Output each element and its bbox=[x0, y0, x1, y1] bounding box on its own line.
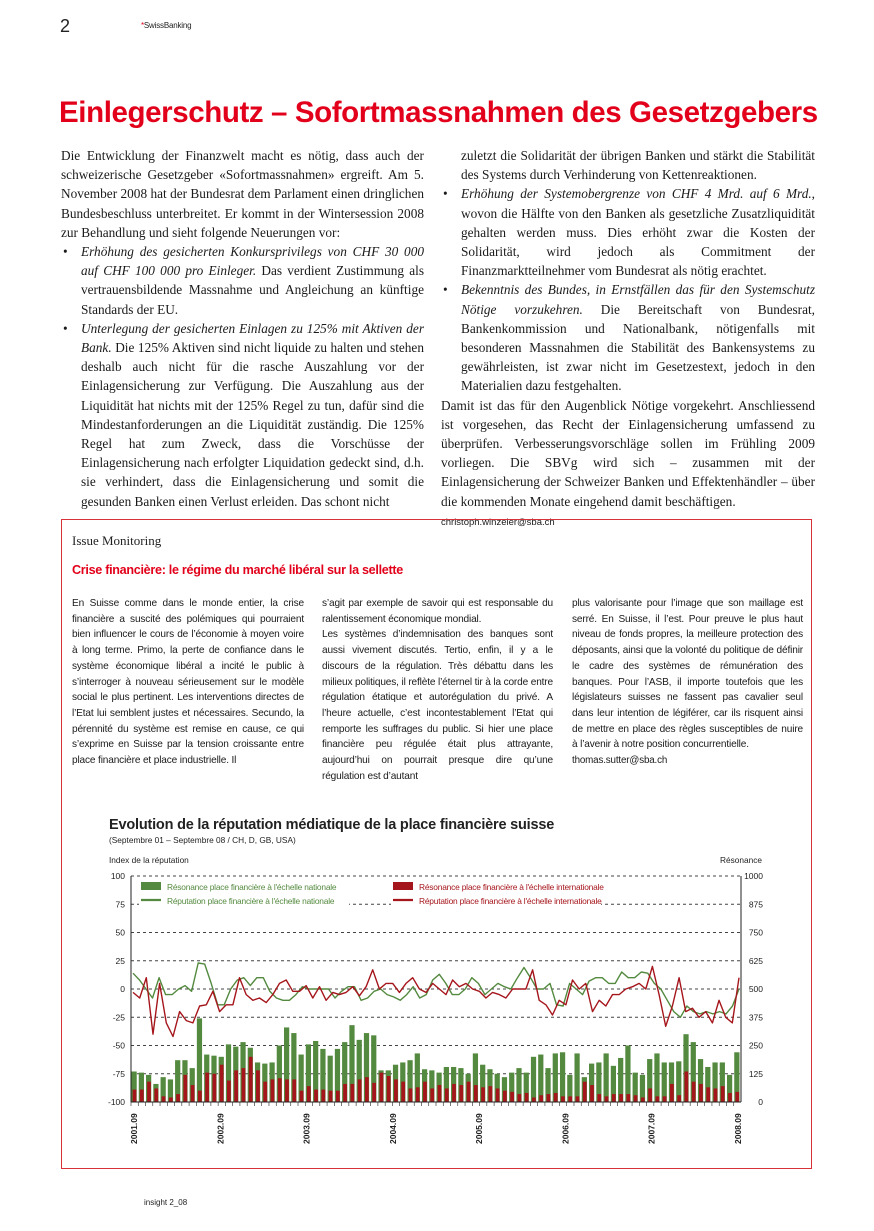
bar-international bbox=[699, 1084, 703, 1102]
bar-international bbox=[626, 1094, 630, 1102]
bar-international bbox=[503, 1091, 507, 1102]
bar-international bbox=[358, 1079, 362, 1102]
bar-national bbox=[560, 1052, 565, 1102]
bar-international bbox=[430, 1088, 434, 1102]
bar-international bbox=[307, 1086, 311, 1102]
bar-international bbox=[365, 1077, 369, 1102]
bar-international bbox=[278, 1078, 282, 1102]
y-tick-label: 50 bbox=[115, 927, 125, 938]
line-reputation-national bbox=[133, 963, 739, 1017]
bar-international bbox=[474, 1085, 478, 1102]
bar-international bbox=[169, 1097, 173, 1102]
bar-international bbox=[220, 1065, 224, 1102]
bar-international bbox=[350, 1084, 354, 1102]
bar-international bbox=[401, 1082, 405, 1102]
bar-international bbox=[133, 1090, 137, 1102]
y-tick-label: 0 bbox=[120, 984, 125, 994]
bar-international bbox=[329, 1091, 333, 1102]
bar-international bbox=[147, 1082, 151, 1102]
bar-international bbox=[561, 1096, 565, 1102]
x-tick-label: 2006.09 bbox=[560, 1113, 571, 1144]
bar-international bbox=[641, 1097, 645, 1102]
bar-international bbox=[423, 1082, 427, 1102]
bar-international bbox=[467, 1082, 471, 1102]
list-item-text: , wovon die Hälfte von den Banken als gesetzliche Zusatzliquidität gehalten werden muss. Dies erhöht zwar die Kosten der Solidarität, wird jedoch als Commitment der Finanzmarktteilnehmer vom Bundesrat als nötig erachtet. bbox=[461, 186, 815, 279]
y2-tick-label: 250 bbox=[748, 1040, 763, 1051]
legend-label: Réputation place financière à l'échelle nationale bbox=[167, 896, 335, 906]
bar-international bbox=[481, 1087, 485, 1102]
y2-tick-label: 625 bbox=[748, 955, 763, 966]
bar-international bbox=[227, 1081, 231, 1102]
y-tick-label: 25 bbox=[115, 955, 125, 966]
bar-international bbox=[452, 1084, 456, 1102]
bar-international bbox=[663, 1096, 667, 1102]
x-tick-label: 2002.09 bbox=[215, 1113, 226, 1144]
bar-international bbox=[605, 1096, 609, 1102]
bar-international bbox=[205, 1073, 209, 1102]
bar-international bbox=[706, 1087, 710, 1102]
y2-tick-label: 750 bbox=[748, 927, 763, 938]
box-kicker: Issue Monitoring bbox=[72, 533, 162, 548]
chart-lines bbox=[133, 963, 739, 1037]
x-tick-label: 2003.09 bbox=[301, 1113, 312, 1144]
bar-international bbox=[242, 1068, 246, 1102]
bar-national bbox=[662, 1062, 667, 1102]
bar-international bbox=[183, 1075, 187, 1102]
bar-international bbox=[321, 1090, 325, 1102]
bar-national bbox=[538, 1055, 543, 1102]
y2-tick-label: 500 bbox=[748, 984, 763, 994]
bar-international bbox=[234, 1070, 238, 1102]
bar-international bbox=[292, 1079, 296, 1102]
chart-bars bbox=[132, 1018, 740, 1102]
bar-international bbox=[154, 1088, 158, 1102]
y2-tick-label: 375 bbox=[748, 1012, 763, 1023]
bar-international bbox=[372, 1083, 376, 1102]
article-intro: Die Entwicklung der Finanzwelt macht es nötig, dass auch der schweizerische Gesetzgeber «Sofortmassnahmen» ergreift. Am 5. November 2008 hat der Bundesrat dem Parlament einen dringlichen Bundesbeschluss unterbreitet. Er kommt in der Wintersession 2008 zur Behandlung und sieht folgende Neuerungen vor: bbox=[61, 148, 424, 240]
bar-international bbox=[285, 1079, 289, 1102]
bar-national bbox=[197, 1018, 202, 1102]
bar-international bbox=[721, 1086, 725, 1102]
bar-international bbox=[576, 1096, 580, 1102]
list-item-text: Das verdient Zustimmung als vertrauensbildende Massnahme und Angleichung an künftige Standards der EU. bbox=[81, 263, 424, 317]
y-tick-label: -75 bbox=[112, 1068, 125, 1079]
bar-international bbox=[191, 1085, 195, 1102]
y2-tick-label: 875 bbox=[748, 899, 763, 910]
bar-international bbox=[459, 1085, 463, 1102]
chart-axes bbox=[108, 871, 763, 1144]
box-paragraph: En Suisse comme dans le monde entier, la crise financière a suscité des polémiques qui pourraient bien influencer le cours de l’économie à moyen voire à long terme. Primo, la perte de confiance dans le système économique libéral a incité le public à s’interroger à nouveau sérieusement sur le modèle social le plus pertinent. Les interventions directes de l’Etat lui semblent justes et nécessaires. Secundo, la pérennité du système est remise en cause, ce qui s’exprime en Suisse par la tension croissante entre place financière et place industrielle. Il bbox=[72, 598, 304, 767]
y-tick-label: -100 bbox=[107, 1097, 125, 1107]
y-tick-label: -50 bbox=[112, 1040, 125, 1051]
box-paragraph: Les systèmes d’indemnisation des banques sont aussi vivement discutés. Tertio, enfin, il y a le discours de la régulation. Très débattu dans les milieux politiques, il reflète l’éternel tir à la corde entre régulation étatique et autorégulation du privé. A l’heure actuelle, c’est incontestablement l’Etat qui remporte les suffrages du public. Si hier une place financière peu régulée était plus attrayante, aujourd’hui on pourrait presque dire qu’une régulation est d’autant bbox=[322, 629, 553, 782]
y2-tick-label: 0 bbox=[758, 1097, 763, 1107]
bar-international bbox=[445, 1088, 449, 1102]
y-tick-label: 75 bbox=[115, 899, 125, 910]
bar-international bbox=[517, 1094, 521, 1102]
article-headline: Einlegerschutz – Sofortmassnahmen des Gesetzgebers bbox=[59, 96, 818, 129]
bar-international bbox=[547, 1094, 551, 1102]
bar-international bbox=[140, 1090, 144, 1102]
bar-international bbox=[532, 1097, 536, 1102]
list-item-text: Die Bereitschaft von Bundesrat, Bankenkommission und Nationalbank, nötigenfalls mit besonderen Massnahmen die Stabilität des Bankensystems zu gewährleisten, ist zwar nicht im Gesetzestext, jedoch in den Materialien dazu festgehalten. bbox=[461, 301, 815, 394]
page-number: 2 bbox=[60, 16, 71, 36]
y2-tick-label: 125 bbox=[748, 1068, 763, 1079]
list-item-lead: Erhöhung der Systemobergrenze von CHF 4 Mrd. auf 6 Mrd. bbox=[461, 186, 812, 202]
chart-y-axis-label: Index de la réputation bbox=[109, 855, 189, 865]
list-item-lead: Unterlegung der gesicherten Einlagen zu 125% mit Aktiven der Bank. bbox=[81, 320, 424, 356]
bar-national bbox=[654, 1053, 659, 1102]
bar-international bbox=[162, 1096, 166, 1102]
bar-international bbox=[198, 1091, 202, 1102]
bar-international bbox=[670, 1084, 674, 1102]
bar-international bbox=[387, 1076, 391, 1102]
legend-swatch bbox=[141, 882, 161, 890]
box-paragraph: plus valorisante pour l’image que son maillage est serré. En Suisse, il l’est. Pour preuve le plus haut niveau de fonds propres, la meilleure protection des déposants, ainsi que la volonté du politique de définir le cadre des systèmes de rémunération des banques. Pour l’ASB, il importe toutefois que les législateurs suisses ne fassent pas cavalier seul dans leur intention de légiférer, car ils risquent ainsi de mettre en place des règles susceptibles de nuire à l’avenir à notre position concurrentielle. bbox=[572, 598, 803, 751]
x-tick-label: 2008.09 bbox=[733, 1113, 743, 1144]
bar-international bbox=[314, 1090, 318, 1102]
bar-international bbox=[300, 1091, 304, 1102]
chart-subtitle: (Septembre 01 – Septembre 08 / CH, D, GB, USA) bbox=[109, 835, 296, 845]
footer-issue: insight 2_08 bbox=[144, 1198, 188, 1207]
bar-international bbox=[634, 1095, 638, 1102]
bar-international bbox=[583, 1082, 587, 1102]
brand-name: SwissBanking bbox=[143, 21, 192, 30]
bar-international bbox=[256, 1070, 260, 1102]
bar-international bbox=[525, 1093, 529, 1102]
list-item-lead: Erhöhung des gesicherten Konkursprivilegs von CHF 30 000 auf CHF 100 000 pro Einleger. bbox=[81, 244, 424, 279]
bar-international bbox=[539, 1095, 543, 1102]
bar-international bbox=[496, 1088, 500, 1102]
box-paragraph: s’agit par exemple de savoir qui est responsable du ralentissement économique mondial. bbox=[322, 598, 553, 625]
legend-label: Réputation place financière à l'échelle internationale bbox=[419, 896, 602, 906]
bar-international bbox=[510, 1092, 514, 1102]
bar-international bbox=[488, 1086, 492, 1102]
bar-international bbox=[714, 1088, 718, 1102]
brand-mark: * bbox=[141, 21, 144, 30]
bar-international bbox=[568, 1096, 572, 1102]
bar-international bbox=[597, 1094, 601, 1102]
x-tick-label: 2007.09 bbox=[646, 1113, 657, 1144]
bar-international bbox=[343, 1084, 347, 1102]
y-tick-label: 100 bbox=[110, 871, 125, 881]
bar-national bbox=[604, 1053, 609, 1102]
bar-international bbox=[176, 1094, 180, 1102]
legend-label: Résonance place financière à l'échelle nationale bbox=[167, 882, 337, 892]
x-tick-label: 2005.09 bbox=[474, 1113, 485, 1144]
list-item-text: Die 125% Aktiven sind nicht liquide zu halten und stehen deshalb auch nicht für die rasche Auszahlung vor der Einlagensicherung zur Verfügung. Die Auszahlung aus der Liquidität hat nichts mit der 125% Regel zu tun, dafür sind die Mindestanforderungen an die Liquidität zuständig. Die 125% Regel hat zum Zweck, dass die Vorschüsse der Einlagensicherung nach erfolgter Liquidation gedeckt sind, d.h. sie verhindert, dass die Einlagensicherung und somit die gesunden Banken einen Verlust erleiden. Das schont nicht bbox=[81, 340, 424, 509]
bar-international bbox=[685, 1071, 689, 1102]
legend-swatch bbox=[393, 882, 413, 890]
chart-legend bbox=[139, 881, 604, 906]
bar-international bbox=[336, 1091, 340, 1102]
box-title: Crise financière: le régime du marché libéral sur la sellette bbox=[72, 563, 403, 577]
bar-international bbox=[692, 1082, 696, 1102]
chart-title: Evolution de la réputation médiatique de la place financière suisse bbox=[109, 817, 555, 833]
bar-national bbox=[531, 1057, 536, 1102]
bar-international bbox=[648, 1088, 652, 1102]
bar-international bbox=[263, 1082, 267, 1102]
bar-international bbox=[554, 1093, 558, 1102]
list-item-lead: Bekenntnis des Bundes, in Ernstfällen das für den Systemschutz Nötige vorzukehren. bbox=[461, 282, 815, 317]
bar-national bbox=[625, 1046, 630, 1103]
x-tick-label: 2004.09 bbox=[387, 1113, 398, 1144]
bar-international bbox=[619, 1094, 623, 1102]
bar-international bbox=[590, 1085, 594, 1102]
bar-international bbox=[655, 1096, 659, 1102]
chart-y2-axis-label: Résonance bbox=[720, 855, 762, 865]
bar-international bbox=[728, 1093, 732, 1102]
bar-international bbox=[394, 1079, 398, 1102]
article-conclusion: Damit ist das für den Augenblick Nötige vorgekehrt. Anschliessend ist vorgesehen, das Recht der Einlagensicherung umfassend zu überprüfen. Verbesserungsvorschläge sollen im Frühling 2009 vorliegen. Die SBVg wird sich – zusammen mit der Einlagensicherung der Schweizer Banken und Effektenhändler – über die kommenden Monate eingehend damit beschäftigen. bbox=[441, 397, 815, 509]
bar-international bbox=[409, 1088, 413, 1102]
bar-international bbox=[380, 1073, 384, 1102]
x-tick-label: 2001.09 bbox=[129, 1113, 139, 1144]
bar-international bbox=[677, 1095, 681, 1102]
bar-international bbox=[612, 1094, 616, 1102]
bar-international bbox=[212, 1074, 216, 1102]
list-item-text: zuletzt die Solidarität der übrigen Banken und stärkt die Stabilität des Systems durch Verhinderung von Kettenreaktionen. bbox=[461, 148, 815, 183]
y-tick-label: -25 bbox=[112, 1012, 125, 1023]
author-email-link[interactable]: thomas.sutter@sba.ch bbox=[572, 755, 668, 767]
bar-international bbox=[735, 1092, 739, 1102]
bar-international bbox=[416, 1087, 420, 1102]
y2-tick-label: 1000 bbox=[744, 871, 763, 881]
bar-international bbox=[271, 1079, 275, 1102]
author-email-link[interactable]: christoph.winzeler@sba.ch bbox=[441, 516, 555, 528]
bar-international bbox=[249, 1057, 253, 1102]
legend-label: Résonance place financière à l'échelle internationale bbox=[419, 882, 604, 892]
bar-international bbox=[438, 1085, 442, 1102]
bar-national bbox=[574, 1053, 579, 1102]
